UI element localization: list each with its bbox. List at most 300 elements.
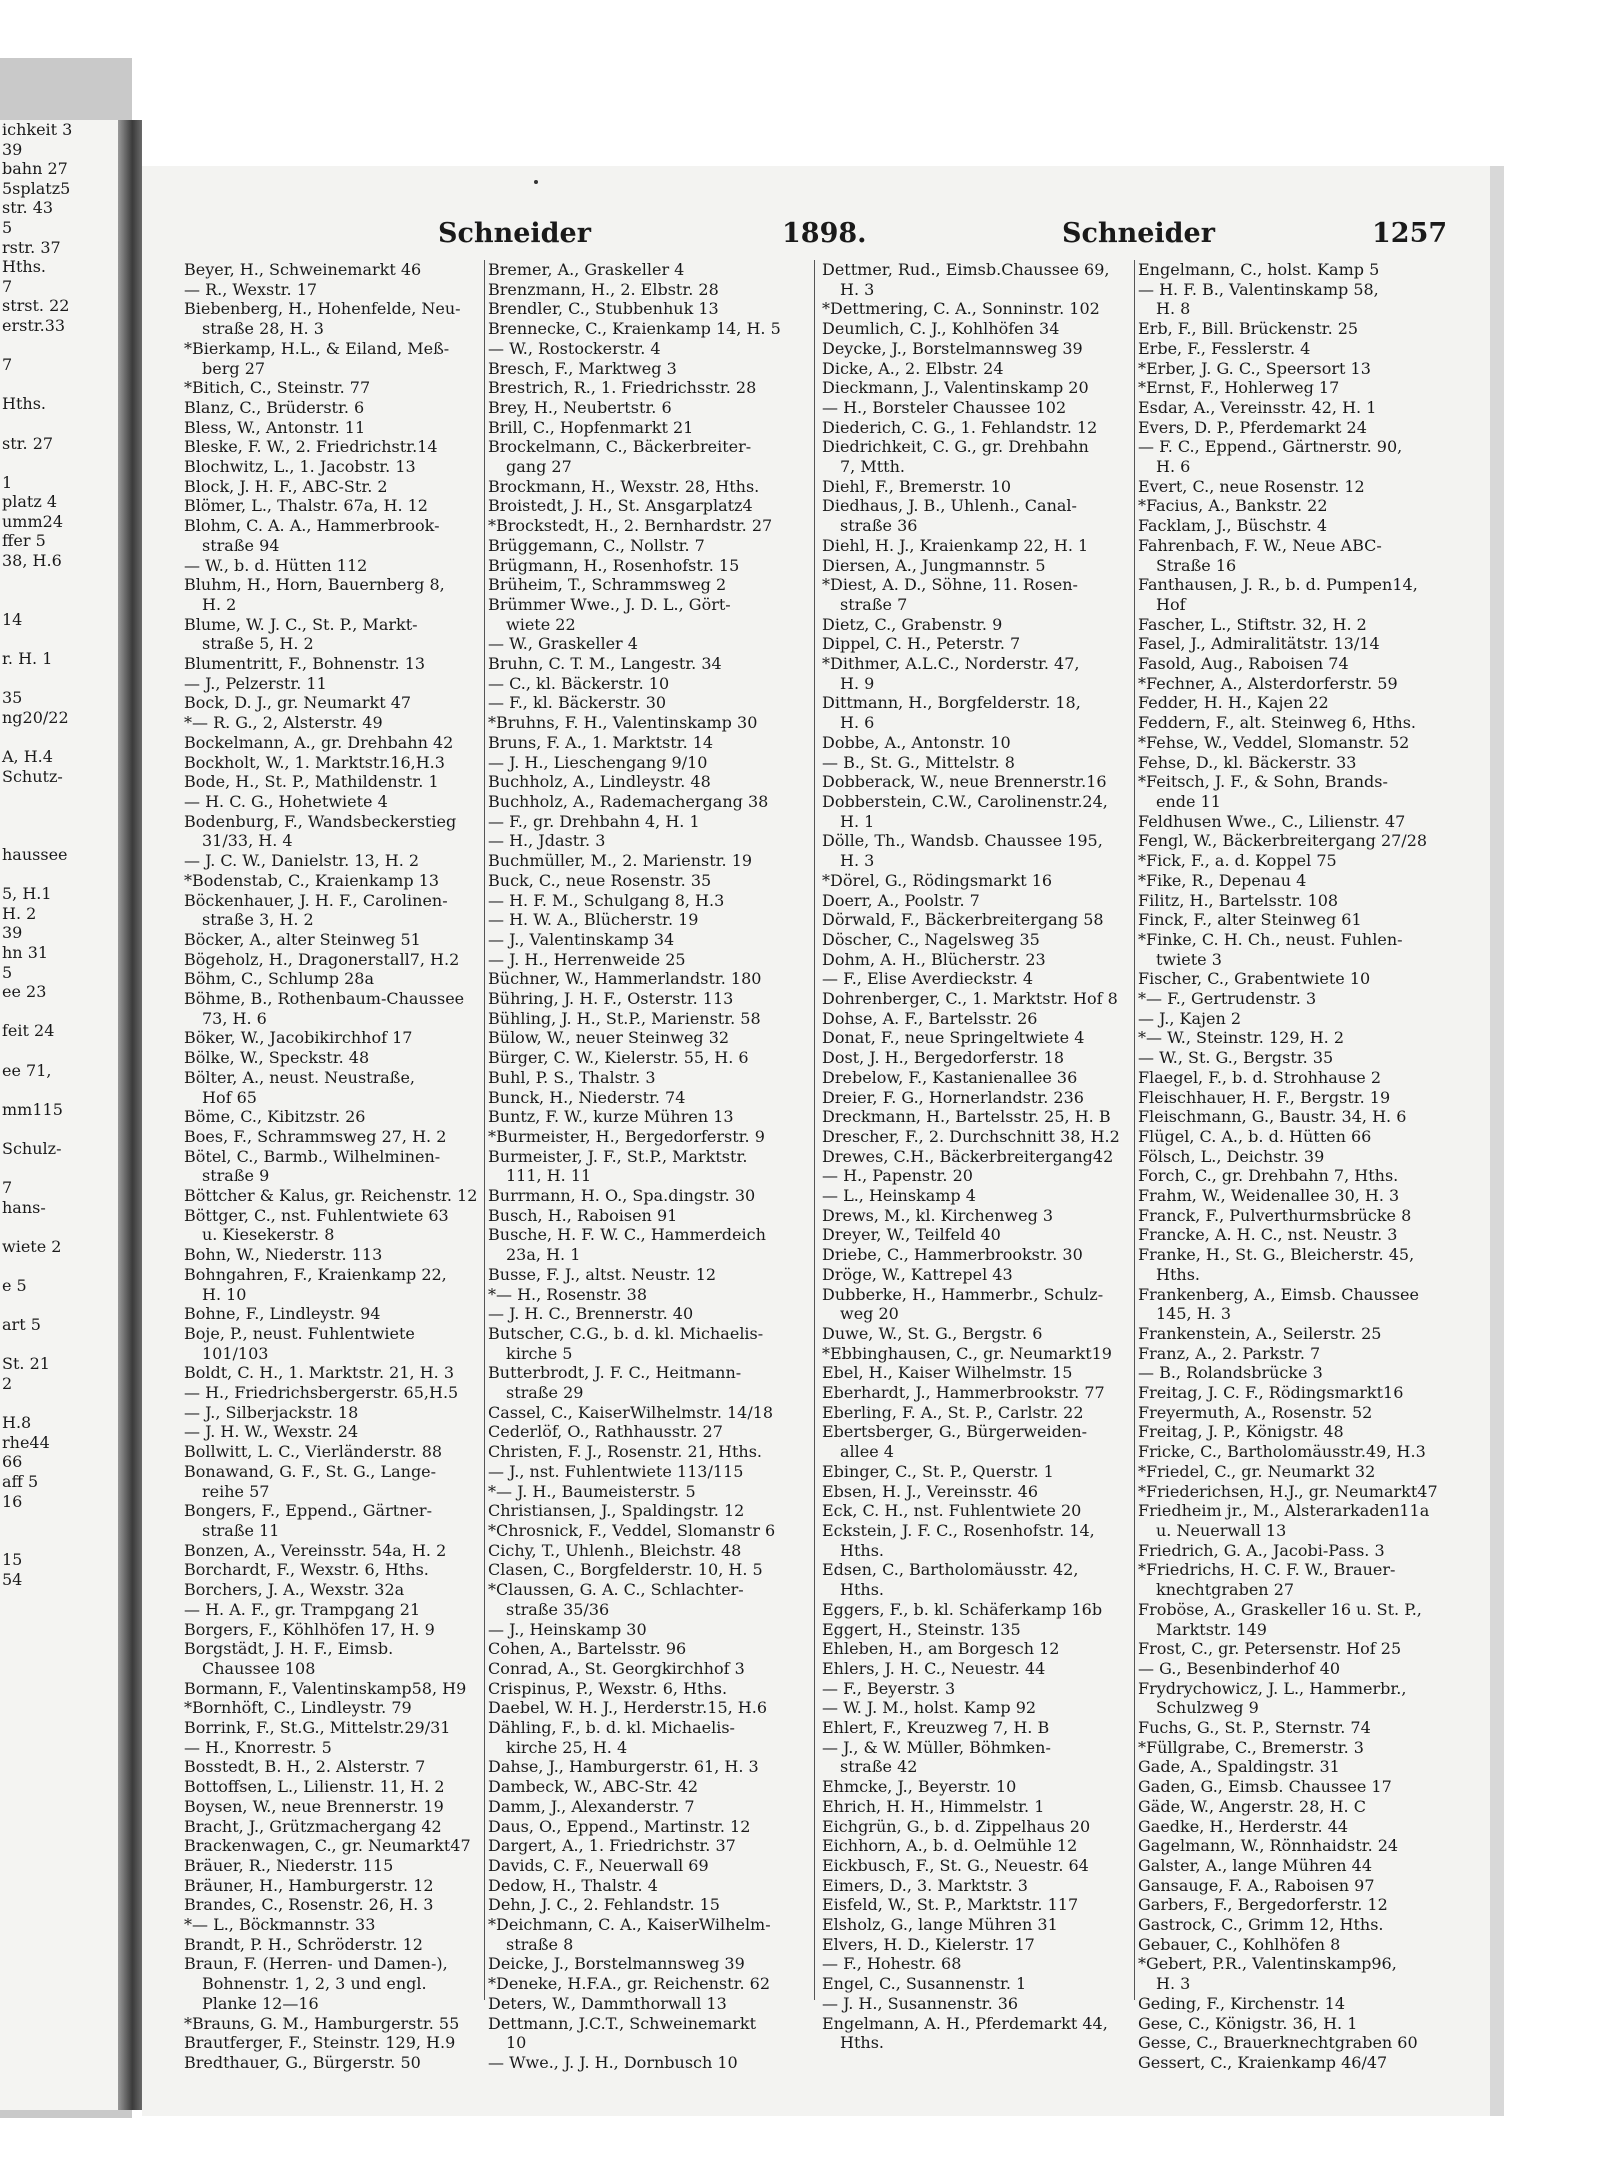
directory-entry-line: Dohm, A. H., Blücherstr. 23 bbox=[822, 949, 1046, 969]
directory-entry-line: *Brauns, G. M., Hamburgerstr. 55 bbox=[184, 2013, 460, 2033]
directory-entry-line: straße 8 bbox=[506, 1934, 574, 1954]
left-page-text-fragment bbox=[0, 1394, 118, 1414]
left-page-text-fragment bbox=[0, 375, 118, 395]
left-page-text-fragment: 7 bbox=[2, 355, 13, 375]
directory-entry-line: Bunck, H., Niederstr. 74 bbox=[488, 1087, 686, 1107]
directory-entry-line: Diederich, C. G., 1. Fehlandstr. 12 bbox=[822, 417, 1098, 437]
directory-entry-line: Ebertsberger, G., Bürgerweiden- bbox=[822, 1422, 1088, 1442]
directory-entry-line: Bruns, F. A., 1. Marktstr. 14 bbox=[488, 732, 714, 752]
directory-entry-line: Dörwald, F., Bäckerbreitergang 58 bbox=[822, 910, 1104, 930]
directory-entry-line: Buchmüller, M., 2. Marienstr. 19 bbox=[488, 851, 753, 871]
directory-entry-line: Bluhm, H., Horn, Bauernberg 8, bbox=[184, 575, 445, 595]
directory-entry-line: H. 2 bbox=[202, 594, 237, 614]
directory-entry-line: Drebelow, F., Kastanienallee 36 bbox=[822, 1067, 1078, 1087]
directory-entry-line: *Claussen, G. A. C., Schlachter- bbox=[488, 1580, 744, 1600]
directory-entry-line: Friedheim jr., M., Alsterarkaden11a bbox=[1138, 1501, 1430, 1521]
directory-entry-line: Duwe, W., St. G., Bergstr. 6 bbox=[822, 1323, 1043, 1343]
directory-entry-line: Bülow, W., neuer Steinweg 32 bbox=[488, 1028, 730, 1048]
directory-entry-line: straße 35/36 bbox=[506, 1599, 610, 1619]
directory-entry-line: Böttger, C., nst. Fuhlentwiete 63 bbox=[184, 1205, 449, 1225]
directory-entry-line: Dahse, J., Hamburgerstr. 61, H. 3 bbox=[488, 1757, 759, 1777]
directory-entry-line: Fölsch, L., Deichstr. 39 bbox=[1138, 1146, 1325, 1166]
directory-entry-line: Esdar, A., Vereinsstr. 42, H. 1 bbox=[1138, 397, 1377, 417]
directory-entry-line: *Deneke, H.F.A., gr. Reichenstr. 62 bbox=[488, 1974, 770, 1994]
directory-entry-line: — F., Elise Averdieckstr. 4 bbox=[822, 969, 1034, 989]
directory-entry-line: Diehl, H. J., Kraienkamp 22, H. 1 bbox=[822, 535, 1089, 555]
directory-entry-line: Frankenberg, A., Eimsb. Chaussee bbox=[1138, 1284, 1419, 1304]
directory-entry-line: Fedder, H. H., Kajen 22 bbox=[1138, 693, 1329, 713]
left-page-text-fragment bbox=[0, 1335, 118, 1355]
directory-entry-line: straße 9 bbox=[202, 1166, 270, 1186]
running-head-left: Schneider bbox=[438, 218, 591, 249]
left-page-text-fragment: ee 71, bbox=[2, 1060, 52, 1080]
directory-entry-line: — L., Heinskamp 4 bbox=[822, 1186, 976, 1206]
directory-entry-line: — W., Rostockerstr. 4 bbox=[488, 338, 661, 358]
directory-entry-line: Ehlert, F., Kreuzweg 7, H. B bbox=[822, 1718, 1050, 1738]
left-page-text-fragment: 14 bbox=[2, 609, 23, 629]
directory-entry-line: Deumlich, C. J., Kohlhöfen 34 bbox=[822, 319, 1060, 339]
directory-entry-line: Eckstein, J. F. C., Rosenhofstr. 14, bbox=[822, 1521, 1095, 1540]
directory-entry-line: Dähling, F., b. d. kl. Michaelis- bbox=[488, 1718, 735, 1738]
left-page-text-fragment: Schutz- bbox=[2, 766, 63, 786]
directory-entry-line: — H., Knorrestr. 5 bbox=[184, 1737, 332, 1757]
directory-entry-line: H. 9 bbox=[840, 673, 875, 693]
directory-entry-line: straße 11 bbox=[202, 1521, 280, 1540]
directory-entry-line: Doerr, A., Poolstr. 7 bbox=[822, 890, 980, 910]
directory-entry-line: Brenzmann, H., 2. Elbstr. 28 bbox=[488, 279, 719, 299]
directory-entry-line: Bürger, C. W., Kielerstr. 55, H. 6 bbox=[488, 1048, 749, 1068]
left-page-text-fragment bbox=[0, 727, 118, 747]
directory-entry-line: Fleischmann, G., Baustr. 34, H. 6 bbox=[1138, 1107, 1407, 1127]
directory-entry-line: — H., Borsteler Chaussee 102 bbox=[822, 397, 1067, 417]
directory-entry-line: H. 6 bbox=[840, 713, 875, 733]
left-page-text-fragment: Hths. bbox=[2, 257, 46, 277]
directory-entry-line: — J. H., Susannenstr. 36 bbox=[822, 1993, 1019, 2013]
directory-entry-line: Boje, P., neust. Fuhlentwiete bbox=[184, 1323, 415, 1343]
directory-entry-line: Brestrich, R., 1. Friedrichsstr. 28 bbox=[488, 378, 757, 398]
directory-entry-line: Brümmer Wwe., J. D. L., Gört- bbox=[488, 594, 731, 614]
directory-entry-line: Fascher, L., Stiftstr. 32, H. 2 bbox=[1138, 614, 1367, 634]
directory-entry-line: Bleske, F. W., 2. Friedrichstr.14 bbox=[184, 437, 438, 457]
directory-entry-line: Dettmann, J.C.T., Schweinemarkt bbox=[488, 2013, 757, 2033]
directory-entry-line: Bölke, W., Speckstr. 48 bbox=[184, 1048, 370, 1068]
directory-entry-line: straße 3, H. 2 bbox=[202, 910, 314, 930]
directory-entry-line: Borchers, J. A., Wexstr. 32a bbox=[184, 1580, 405, 1600]
directory-entry-line: — H., Jdastr. 3 bbox=[488, 831, 606, 851]
directory-entry-line: Flügel, C. A., b. d. Hütten 66 bbox=[1138, 1126, 1372, 1146]
directory-entry-line: *Friedel, C., gr. Neumarkt 32 bbox=[1138, 1461, 1376, 1481]
page-number: 1257 bbox=[1372, 218, 1448, 249]
left-page-text-fragment bbox=[0, 1296, 118, 1316]
directory-entry-line: *Erber, J. G. C., Speersort 13 bbox=[1138, 358, 1371, 378]
directory-entry-line: Dohse, A. F., Bartelsstr. 26 bbox=[822, 1008, 1038, 1028]
directory-entry-line: Busch, H., Raboisen 91 bbox=[488, 1205, 678, 1225]
directory-entry-line: kirche 5 bbox=[506, 1343, 573, 1363]
directory-entry-line: Bodenburg, F., Wandsbeckerstieg bbox=[184, 811, 457, 831]
directory-entry-line: — J., nst. Fuhlentwiete 113/115 bbox=[488, 1461, 744, 1481]
directory-entry-line: Christen, F. J., Rosenstr. 21, Hths. bbox=[488, 1442, 762, 1462]
directory-entry-line: Deicke, J., Borstelmannsweg 39 bbox=[488, 1954, 745, 1974]
directory-entry-line: *Bierkamp, H.L., & Eiland, Meß- bbox=[184, 338, 450, 358]
directory-entry-line: — H. F. M., Schulgang 8, H.3 bbox=[488, 890, 725, 910]
directory-entry-line: Ehlers, J. H. C., Neuestr. 44 bbox=[822, 1658, 1046, 1678]
directory-entry-line: Böttcher & Kalus, gr. Reichenstr. 12 bbox=[184, 1186, 478, 1206]
directory-entry-line: Frost, C., gr. Petersenstr. Hof 25 bbox=[1138, 1639, 1402, 1659]
directory-entry-line: straße 94 bbox=[202, 535, 280, 555]
directory-entry-line: Fuchs, G., St. P., Sternstr. 74 bbox=[1138, 1718, 1371, 1738]
directory-entry-line: — F., gr. Drehbahn 4, H. 1 bbox=[488, 811, 700, 831]
directory-entry-line: berg 27 bbox=[202, 358, 266, 378]
directory-entry-line: Boldt, C. H., 1. Marktstr. 21, H. 3 bbox=[184, 1363, 454, 1383]
directory-entry-line: Bruhn, C. T. M., Langestr. 34 bbox=[488, 654, 722, 674]
left-page-text-fragment: 38, H.6 bbox=[2, 551, 62, 571]
directory-entry-line: *Facius, A., Bankstr. 22 bbox=[1138, 496, 1328, 516]
directory-entry-line: *Finke, C. H. Ch., neust. Fuhlen- bbox=[1138, 929, 1403, 949]
directory-entry-line: Buchholz, A., Rademachergang 38 bbox=[488, 791, 769, 811]
left-page-text-fragment: 66 bbox=[2, 1452, 23, 1472]
directory-entry-line: Drescher, F., 2. Durchschnitt 38, H.2 bbox=[822, 1126, 1120, 1146]
directory-entry-line: Hof 65 bbox=[202, 1087, 257, 1107]
directory-entry-line: Biebenberg, H., Hohenfelde, Neu- bbox=[184, 299, 461, 319]
directory-entry-line: *Ernst, F., Hohlerweg 17 bbox=[1138, 378, 1340, 398]
directory-entry-line: reihe 57 bbox=[202, 1481, 270, 1501]
directory-entry-line: Borgers, F., Köhlhöfen 17, H. 9 bbox=[184, 1619, 435, 1639]
directory-entry-line: weg 20 bbox=[840, 1304, 899, 1324]
left-page-text-fragment bbox=[0, 825, 118, 845]
directory-entry-line: Brautferger, F., Steinstr. 129, H.9 bbox=[184, 2033, 456, 2053]
left-page-fragment bbox=[0, 120, 118, 2110]
directory-entry-line: H. 3 bbox=[1156, 1974, 1191, 1994]
directory-entry-line: Fasold, Aug., Raboisen 74 bbox=[1138, 654, 1349, 674]
directory-entry-line: Erbe, F., Fesslerstr. 4 bbox=[1138, 338, 1311, 358]
directory-entry-line: — F. C., Eppend., Gärtnerstr. 90, bbox=[1138, 437, 1403, 457]
directory-entry-line: Bredthauer, G., Bürgerstr. 50 bbox=[184, 2052, 421, 2072]
left-page-text-fragment: 39 bbox=[2, 923, 23, 943]
directory-entry-line: — J. H. C., Brennerstr. 40 bbox=[488, 1304, 694, 1324]
directory-entry-line: Borchardt, F., Wexstr. 6, Hths. bbox=[184, 1560, 429, 1580]
directory-entry-line: Fahrenbach, F. W., Neue ABC- bbox=[1138, 535, 1382, 555]
directory-entry-line: Bockelmann, A., gr. Drehbahn 42 bbox=[184, 732, 454, 752]
directory-entry-line: *Bitich, C., Steinstr. 77 bbox=[184, 378, 371, 398]
directory-entry-line: twiete 3 bbox=[1156, 949, 1222, 969]
directory-entry-line: Hths. bbox=[840, 2033, 884, 2053]
left-page-text-fragment bbox=[0, 1158, 118, 1178]
directory-entry-line: Döscher, C., Nagelsweg 35 bbox=[822, 929, 1040, 949]
directory-entry-line: Borgstädt, J. H. F., Eimsb. bbox=[184, 1639, 394, 1659]
column-rule bbox=[484, 260, 485, 2000]
directory-entry-line: Burmeister, J. F., St.P., Marktstr. bbox=[488, 1146, 748, 1166]
directory-entry-line: Elsholz, G., lange Mühren 31 bbox=[822, 1915, 1058, 1935]
directory-entry-line: Bohne, F., Lindleystr. 94 bbox=[184, 1304, 381, 1324]
directory-entry-line: *Feitsch, J. F., & Sohn, Brands- bbox=[1138, 772, 1388, 792]
directory-entry-line: — H. A. F., gr. Trampgang 21 bbox=[184, 1599, 421, 1619]
directory-entry-line: Büchner, W., Hammerlandstr. 180 bbox=[488, 969, 762, 989]
directory-entry-line: Friedrich, G. A., Jacobi-Pass. 3 bbox=[1138, 1540, 1385, 1560]
directory-entry-line: Dehn, J. C., 2. Fehlandstr. 15 bbox=[488, 1895, 720, 1915]
directory-entry-line: Fengl, W., Bäckerbreitergang 27/28 bbox=[1138, 831, 1428, 851]
directory-entry-line: Daus, O., Eppend., Martinstr. 12 bbox=[488, 1816, 751, 1836]
directory-entry-line: ende 11 bbox=[1156, 791, 1221, 811]
directory-entry-line: Driebe, C., Hammerbrookstr. 30 bbox=[822, 1245, 1083, 1265]
left-page-text-fragment: 5splatz5 bbox=[2, 178, 71, 198]
directory-entry-line: Diersen, A., Jungmannstr. 5 bbox=[822, 555, 1046, 575]
directory-entry-line: Engel, C., Susannenstr. 1 bbox=[822, 1974, 1027, 1994]
directory-entry-line: Dedow, H., Thalstr. 4 bbox=[488, 1875, 658, 1895]
directory-entry-line: Bock, D. J., gr. Neumarkt 47 bbox=[184, 693, 412, 713]
directory-entry-line: H. 1 bbox=[840, 811, 875, 831]
directory-entry-line: Eichgrün, G., b. d. Zippelhaus 20 bbox=[822, 1816, 1091, 1836]
directory-entry-line: Eisfeld, W., St. P., Marktstr. 117 bbox=[822, 1895, 1079, 1915]
directory-entry-line: Dittmann, H., Borgfelderstr. 18, bbox=[822, 693, 1081, 713]
directory-entry-line: — H., Papenstr. 20 bbox=[822, 1166, 973, 1186]
left-page-text-fragment bbox=[0, 336, 118, 356]
left-page-text-fragment: str. 27 bbox=[2, 433, 54, 453]
left-page-text-fragment bbox=[0, 806, 118, 826]
directory-entry-line: Bremer, A., Graskeller 4 bbox=[488, 260, 685, 279]
directory-entry-line: Dubberke, H., Hammerbr., Schulz- bbox=[822, 1284, 1104, 1304]
directory-entry-line: *Diest, A. D., Söhne, 11. Rosen- bbox=[822, 575, 1078, 595]
directory-entry-line: Bohngahren, F., Kraienkamp 22, bbox=[184, 1264, 447, 1284]
directory-entry-line: Facklam, J., Büschstr. 4 bbox=[1138, 516, 1328, 536]
directory-entry-line: Dambeck, W., ABC-Str. 42 bbox=[488, 1777, 699, 1797]
directory-entry-line: Bräuner, H., Hamburgerstr. 12 bbox=[184, 1875, 434, 1895]
directory-entry-line: Ehmcke, J., Beyerstr. 10 bbox=[822, 1777, 1017, 1797]
directory-entry-line: Davids, C. F., Neuerwall 69 bbox=[488, 1855, 709, 1875]
left-page-text-fragment: rstr. 37 bbox=[2, 237, 61, 257]
left-page-text-fragment: art 5 bbox=[2, 1315, 41, 1335]
directory-entry-line: Cederlöf, O., Rathhausstr. 27 bbox=[488, 1422, 723, 1442]
directory-entry-line: H. 8 bbox=[1156, 299, 1191, 319]
directory-entry-line: *Bodenstab, C., Kraienkamp 13 bbox=[184, 870, 440, 890]
directory-entry-line: Böhm, C., Schlump 28a bbox=[184, 969, 375, 989]
directory-entry-line: Gagelmann, W., Rönnhaidstr. 24 bbox=[1138, 1836, 1399, 1856]
directory-entry-line: Brockelmann, C., Bäckerbreiter- bbox=[488, 437, 752, 457]
directory-entry-line: Conrad, A., St. Georgkirchhof 3 bbox=[488, 1658, 745, 1678]
left-page-text-fragment: 5 bbox=[2, 217, 13, 237]
directory-entry-line: Bollwitt, L. C., Vierländerstr. 88 bbox=[184, 1442, 443, 1462]
directory-entry-line: Ehrich, H. H., Himmelstr. 1 bbox=[822, 1796, 1045, 1816]
directory-entry-line: Bonzen, A., Vereinsstr. 54a, H. 2 bbox=[184, 1540, 447, 1560]
directory-entry-line: straße 28, H. 3 bbox=[202, 319, 324, 339]
page-edge bbox=[1490, 166, 1504, 2116]
directory-entry-line: Block, J. H. F., ABC-Str. 2 bbox=[184, 476, 388, 496]
directory-entry-line: Blömer, L., Thalstr. 67a, H. 12 bbox=[184, 496, 428, 516]
print-mark bbox=[534, 180, 538, 184]
directory-entry-line: Christiansen, J., Spaldingstr. 12 bbox=[488, 1501, 745, 1521]
directory-entry-line: Dost, J. H., Bergedorferstr. 18 bbox=[822, 1048, 1065, 1068]
directory-entry-line: Braun, F. (Herren- und Damen-), bbox=[184, 1954, 448, 1974]
directory-entry-line: Dohrenberger, C., 1. Marktstr. Hof 8 bbox=[822, 989, 1118, 1009]
left-page-text-fragment: platz 4 bbox=[2, 492, 58, 512]
left-page-text-fragment bbox=[0, 1531, 118, 1551]
running-head-year: 1898. bbox=[782, 218, 867, 249]
directory-entry-line: wiete 22 bbox=[506, 614, 576, 634]
directory-entry-line: — G., Besenbinderhof 40 bbox=[1138, 1658, 1341, 1678]
directory-entry-line: Böckenhauer, J. H. F., Carolinen- bbox=[184, 890, 448, 910]
column-rule bbox=[1134, 260, 1135, 2000]
directory-entry-line: Schulzweg 9 bbox=[1156, 1698, 1259, 1718]
directory-entry-line: Dettmer, Rud., Eimsb.Chaussee 69, bbox=[822, 260, 1110, 279]
directory-entry-line: Fricke, C., Bartholomäusstr.49, H.3 bbox=[1138, 1442, 1426, 1462]
directory-entry-line: gang 27 bbox=[506, 457, 572, 477]
directory-entry-line: *Fehse, W., Veddel, Slomanstr. 52 bbox=[1138, 732, 1410, 752]
directory-entry-line: Eck, C. H., nst. Fuhlentwiete 20 bbox=[822, 1501, 1082, 1521]
directory-entry-line: — H. C. G., Hohetwiete 4 bbox=[184, 791, 388, 811]
directory-entry-line: — W. J. M., holst. Kamp 92 bbox=[822, 1698, 1037, 1718]
directory-entry-line: u. Kiesekerstr. 8 bbox=[202, 1225, 335, 1245]
directory-entry-line: Buchholz, A., Lindleystr. 48 bbox=[488, 772, 711, 792]
directory-entry-line: — H. F. B., Valentinskamp 58, bbox=[1138, 279, 1379, 299]
left-page-text-fragment bbox=[0, 590, 118, 610]
directory-entry-line: Frahm, W., Weidenallee 30, H. 3 bbox=[1138, 1186, 1400, 1206]
directory-entry-line: Borrink, F., St.G., Mittelstr.29/31 bbox=[184, 1718, 451, 1738]
left-page-text-fragment: wiete 2 bbox=[2, 1236, 62, 1256]
directory-entry-line: Hths. bbox=[840, 1580, 884, 1600]
directory-entry-line: Brendler, C., Stubbenhuk 13 bbox=[488, 299, 719, 319]
left-page-text-fragment: ffer 5 bbox=[2, 531, 46, 551]
directory-entry-line: Feddern, F., alt. Steinweg 6, Hths. bbox=[1138, 713, 1417, 733]
directory-entry-line: allee 4 bbox=[840, 1442, 894, 1462]
directory-entry-line: Engelmann, C., holst. Kamp 5 bbox=[1138, 260, 1380, 279]
left-page-text-fragment: 5 bbox=[2, 962, 13, 982]
directory-entry-line: — J. H., Herrenweide 25 bbox=[488, 949, 686, 969]
directory-entry-line: — J., Heinskamp 30 bbox=[488, 1619, 647, 1639]
directory-entry-line: — W., b. d. Hütten 112 bbox=[184, 555, 368, 575]
directory-entry-line: *Dettmering, C. A., Sonninstr. 102 bbox=[822, 299, 1100, 319]
directory-entry-line: — C., kl. Bäckerstr. 10 bbox=[488, 673, 670, 693]
left-page-text-fragment: umm24 bbox=[2, 511, 64, 531]
directory-entry-line: straße 29 bbox=[506, 1383, 584, 1403]
column-rule bbox=[814, 260, 815, 2000]
directory-entry-line: *Chrosnick, F., Veddel, Slomanstr 6 bbox=[488, 1521, 776, 1540]
left-page-text-fragment: hans- bbox=[2, 1197, 46, 1217]
directory-entry-line: Frydrychowicz, J. L., Hammerbr., bbox=[1138, 1678, 1407, 1698]
directory-entry-line: Bohnenstr. 1, 2, 3 und engl. bbox=[202, 1974, 427, 1994]
directory-column-1 bbox=[184, 260, 480, 2072]
left-page-text-fragment: 7 bbox=[2, 1178, 13, 1198]
directory-entry-line: Gansauge, F. A., Raboisen 97 bbox=[1138, 1875, 1375, 1895]
directory-entry-line: Bögeholz, H., Dragonerstall7, H.2 bbox=[184, 949, 460, 969]
left-page-text-fragment: ichkeit 3 bbox=[2, 120, 73, 139]
directory-entry-line: — W., St. G., Bergstr. 35 bbox=[1138, 1048, 1334, 1068]
left-page-text-fragment bbox=[0, 1041, 118, 1061]
directory-entry-line: Dölle, Th., Wandsb. Chaussee 195, bbox=[822, 831, 1103, 851]
directory-entry-line: Bresch, F., Marktweg 3 bbox=[488, 358, 677, 378]
left-page-text-fragment: erstr.33 bbox=[2, 315, 66, 335]
directory-entry-line: Franke, H., St. G., Bleicherstr. 45, bbox=[1138, 1245, 1415, 1265]
directory-entry-line: Freitag, J. C. F., Rödingsmarkt16 bbox=[1138, 1383, 1404, 1403]
left-page-text-fragment: A, H.4 bbox=[2, 747, 53, 766]
directory-entry-line: Brey, H., Neubertstr. 6 bbox=[488, 397, 672, 417]
directory-entry-line: *Bruhns, F. H., Valentinskamp 30 bbox=[488, 713, 758, 733]
directory-entry-line: *— H., Rosenstr. 38 bbox=[488, 1284, 648, 1304]
directory-entry-line: Bless, W., Antonstr. 11 bbox=[184, 417, 366, 437]
directory-entry-line: *Ebbinghausen, C., gr. Neumarkt19 bbox=[822, 1343, 1112, 1363]
left-page-text-fragment bbox=[0, 1511, 118, 1531]
directory-entry-line: *Friedrichs, H. C. F. W., Brauer- bbox=[1138, 1560, 1396, 1580]
directory-column-2 bbox=[488, 260, 806, 2072]
left-page-text-fragment: 1 bbox=[2, 472, 13, 492]
directory-entry-line: Froböse, A., Graskeller 16 u. St. P., bbox=[1138, 1599, 1422, 1619]
left-page-text-fragment bbox=[0, 571, 118, 591]
directory-entry-line: Bölter, A., neust. Neustraße, bbox=[184, 1067, 416, 1087]
directory-entry-line: Brill, C., Hopfenmarkt 21 bbox=[488, 417, 694, 437]
left-page-text-fragment: St. 21 bbox=[2, 1354, 50, 1374]
directory-entry-line: Ebsen, H. J., Vereinsstr. 46 bbox=[822, 1481, 1038, 1501]
directory-entry-line: Bonawand, G. F., St. G., Lange- bbox=[184, 1461, 437, 1481]
directory-entry-line: Deycke, J., Borstelmannsweg 39 bbox=[822, 338, 1083, 358]
directory-entry-line: Dreyer, W., Teilfeld 40 bbox=[822, 1225, 1001, 1245]
directory-entry-line: Deters, W., Dammthorwall 13 bbox=[488, 1993, 727, 2013]
left-page-text-fragment: 35 bbox=[2, 688, 23, 708]
directory-entry-line: — J. H. W., Wexstr. 24 bbox=[184, 1422, 359, 1442]
directory-entry-line: straße 36 bbox=[840, 516, 918, 536]
directory-entry-line: Bongers, F., Eppend., Gärtner- bbox=[184, 1501, 432, 1521]
directory-entry-line: Busche, H. F. W. C., Hammerdeich bbox=[488, 1225, 766, 1245]
directory-entry-line: Boes, F., Schrammsweg 27, H. 2 bbox=[184, 1126, 447, 1146]
directory-entry-line: Blohm, C. A. A., Hammerbrook- bbox=[184, 516, 440, 536]
directory-entry-line: Eimers, D., 3. Marktstr. 3 bbox=[822, 1875, 1028, 1895]
left-page-text-fragment: 39 bbox=[2, 139, 23, 159]
directory-entry-line: Eickbusch, F., St. G., Neuestr. 64 bbox=[822, 1855, 1089, 1875]
directory-entry-line: Böme, C., Kibitzstr. 26 bbox=[184, 1107, 366, 1127]
running-head-right: Schneider bbox=[1062, 218, 1215, 249]
book-gutter bbox=[118, 120, 142, 2110]
left-page-text-fragment: ee 23 bbox=[2, 982, 47, 1002]
directory-entry-line: Dreckmann, H., Bartelsstr. 25, H. B bbox=[822, 1107, 1111, 1127]
directory-entry-line: 145, H. 3 bbox=[1156, 1304, 1232, 1324]
directory-entry-line: Brennecke, C., Kraienkamp 14, H. 5 bbox=[488, 319, 781, 339]
directory-entry-line: Broistedt, J. H., St. Ansgarplatz4 bbox=[488, 496, 753, 516]
directory-entry-line: knechtgraben 27 bbox=[1156, 1580, 1295, 1600]
directory-entry-line: u. Neuerwall 13 bbox=[1156, 1521, 1287, 1540]
directory-entry-line: Straße 16 bbox=[1156, 555, 1237, 575]
directory-entry-line: Ehleben, H., am Borgesch 12 bbox=[822, 1639, 1060, 1659]
directory-entry-line: *— F., Gertrudenstr. 3 bbox=[1138, 989, 1317, 1009]
directory-entry-line: Dicke, A., 2. Elbstr. 24 bbox=[822, 358, 1004, 378]
directory-entry-line: Bracht, J., Grützmachergang 42 bbox=[184, 1816, 442, 1836]
directory-entry-line: — F., kl. Bäckerstr. 30 bbox=[488, 693, 667, 713]
directory-entry-line: Damm, J., Alexanderstr. 7 bbox=[488, 1796, 695, 1816]
directory-entry-line: *Burmeister, H., Bergedorferstr. 9 bbox=[488, 1126, 765, 1146]
directory-entry-line: Finck, F., alter Steinweg 61 bbox=[1138, 910, 1362, 930]
directory-entry-line: 101/103 bbox=[202, 1343, 269, 1363]
directory-entry-line: Cichy, T., Uhlenh., Bleichstr. 48 bbox=[488, 1540, 742, 1560]
directory-entry-line: Hths. bbox=[840, 1540, 884, 1560]
directory-entry-line: Flaegel, F., b. d. Strohhause 2 bbox=[1138, 1067, 1381, 1087]
directory-entry-line: Evers, D. P., Pferdemarkt 24 bbox=[1138, 417, 1367, 437]
directory-entry-line: Blanz, C., Brüderstr. 6 bbox=[184, 397, 365, 417]
directory-entry-line: Gade, A., Spaldingstr. 31 bbox=[1138, 1757, 1340, 1777]
directory-entry-line: *— R. G., 2, Alsterstr. 49 bbox=[184, 713, 383, 733]
directory-entry-line: Brackenwagen, C., gr. Neumarkt47 bbox=[184, 1836, 471, 1856]
left-page-text-fragment: strst. 22 bbox=[2, 296, 70, 316]
directory-entry-line: Galster, A., lange Mühren 44 bbox=[1138, 1855, 1373, 1875]
directory-entry-line: *— W., Steinstr. 129, H. 2 bbox=[1138, 1028, 1344, 1048]
directory-entry-line: Gaden, G., Eimsb. Chaussee 17 bbox=[1138, 1777, 1392, 1797]
directory-entry-line: 7, Mtth. bbox=[840, 457, 905, 477]
left-page-text-fragment: 54 bbox=[2, 1569, 23, 1589]
directory-entry-line: 31/33, H. 4 bbox=[202, 831, 293, 851]
directory-entry-line: Blumentritt, F., Bohnenstr. 13 bbox=[184, 654, 426, 674]
directory-entry-line: Fasel, J., Admiralitätstr. 13/14 bbox=[1138, 634, 1380, 654]
directory-entry-line: Dargert, A., 1. Friedrichstr. 37 bbox=[488, 1836, 736, 1856]
directory-entry-line: 10 bbox=[506, 2033, 527, 2053]
directory-entry-line: Butterbrodt, J. F. C., Heitmann- bbox=[488, 1363, 742, 1383]
left-page-text-fragment bbox=[0, 1002, 118, 1022]
left-page-text-fragment: Hths. bbox=[2, 394, 46, 414]
directory-entry-line: Bottoffsen, L., Lilienstr. 11, H. 2 bbox=[184, 1777, 445, 1797]
